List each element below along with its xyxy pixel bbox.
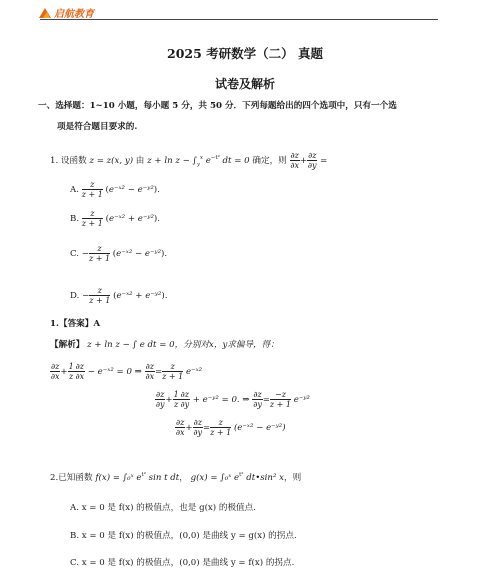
q1-d1-frac-a: $\frac{\partial z}{\partial x}$ [50, 362, 60, 381]
q1-option-d-end: . [164, 291, 168, 301]
q1-d3-frac-a: $\frac{\partial z}{\partial x}$ [175, 418, 185, 437]
q1-derivation-3: $\frac{\partial z}{\partial x}$ + $\frac{\partial z}{\partial y}$ = $\frac{z}{z + 1}$ (e⁻ˣ² − e⁻ʸ²) [175, 418, 286, 437]
q1-stem: 1. 设函数 z = z(x, y) 由 $z + \ln z - \int_y^x$ $e^{-t^2}$ dt = 0 确定，则 $\frac{\partial z}{\partial x}$ + $\frac{\partial z}{\partial y}$ = [50, 151, 328, 170]
paper-title: 2025 考研数学（二） 真题 [167, 46, 323, 61]
q1-option-b-end: . [157, 214, 160, 224]
q1-d2-exp: e⁻ʸ² [293, 395, 310, 405]
q2-stem-sep: ， [179, 472, 188, 483]
q1-d3-frac-b: $\frac{\partial z}{\partial y}$ [193, 418, 203, 437]
q1-d1-frac-d: $\frac{\partial z}{\partial x}$ [145, 362, 155, 381]
q2-option-c-label: C. [70, 558, 80, 568]
paper-subtitle: 试卷及解析 [214, 77, 275, 91]
q2-stem-text: 2.已知函数 [50, 472, 93, 483]
q2-option-a-label: A. [70, 503, 79, 513]
q1-analysis-label: 【解析】 [50, 340, 85, 350]
q1-stem-exp: e [205, 156, 211, 166]
q1-option-c-expr: e⁻ˣ² − e⁻ʸ² [116, 249, 162, 259]
q1-stem-eq: z + ln z − ∫ [147, 156, 198, 166]
q1-analysis-text: z + ln z − ∫ e dt = 0，分别对x，y求偏导，得： [87, 340, 279, 350]
q2-stem: 2.已知函数 f(x) = ∫₀ˣ $e^{t^2}$ sin t dt， g(x) = ∫₀ˣ $e^{t^2}$ dt•sin² x，则 [50, 472, 302, 483]
section-heading-cont: 项是符合题目要求的. [57, 122, 138, 132]
q1-option-d-expr: e⁻ˣ² + e⁻ʸ² [116, 291, 162, 301]
q1-d2-frac-c: $\frac{\partial z}{\partial y}$ [180, 390, 190, 409]
q2-stem-f2: sin t dt [148, 472, 180, 483]
q1-answer: 1.【答案】A [50, 319, 101, 329]
q2-option-b [70, 531, 297, 542]
q2-stem-end: ，则 [284, 472, 302, 483]
q1-analysis [50, 340, 279, 351]
q1-option-b-label: B. [70, 214, 80, 224]
q1-option-c-frac: $\frac{z}{z + 1}$ [88, 244, 111, 263]
q1-d2-frac-b: $\frac{1}{z}$ [173, 390, 179, 409]
q1-stem-func: z = z(x, y) [89, 156, 134, 166]
q2-option-a [70, 503, 256, 514]
q1-d2-frac-d: $\frac{\partial z}{\partial y}$ [253, 390, 262, 409]
q2-option-b-text: x = 0 是 f(x) 的极值点，(0,0) 是曲线 y = g(x) 的拐点. [81, 531, 297, 541]
q1-stem-text: 1. 设函数 [50, 156, 87, 166]
q2-option-c-text: x = 0 是 f(x) 的极值点，(0,0) 是曲线 y = f(x) 的拐点. [81, 558, 295, 568]
header-divider [40, 19, 438, 20]
q1-option-a-expr: e⁻ˣ² − e⁻ʸ² [108, 185, 154, 195]
q1-option-c-label: C. [70, 249, 80, 259]
q1-option-d-label: D. [70, 291, 80, 301]
q1-d1-frac-b: $\frac{1}{z}$ [68, 362, 74, 381]
q1-stem-text3: 确定，则 [252, 156, 287, 166]
q1-option-c-sign: − [81, 249, 89, 259]
q1-d2-frac-e: $\frac{-z}{z + 1}$ [269, 390, 291, 409]
q1-option-d-frac: $\frac{z}{z + 1}$ [89, 286, 111, 305]
q1-d1-text: − e⁻ˣ² = 0 ⇒ [87, 367, 142, 377]
q2-stem-g: g(x) = ∫₀ˣ e [190, 472, 240, 483]
q1-d2-frac-a: $\frac{\partial z}{\partial y}$ [155, 390, 165, 409]
q1-option-a: A. $\frac{z}{z + 1}$ (e⁻ˣ² − e⁻ʸ²). [70, 180, 160, 199]
q1-d1-frac-e: $\frac{z}{z + 1}$ [162, 362, 184, 381]
q1-option-b-frac: $\frac{z}{z + 1}$ [81, 209, 103, 228]
q2-stem-f: f(x) = ∫₀ˣ e [95, 472, 142, 483]
q1-option-c-end: . [164, 249, 168, 259]
q1-option-b-expr: e⁻ˣ² + e⁻ʸ² [108, 214, 154, 224]
q2-option-c [70, 558, 294, 569]
q1-stem-text2: 由 [135, 156, 145, 166]
brand-logo [38, 5, 94, 20]
q1-option-b: B. $\frac{z}{z + 1}$ (e⁻ˣ² + e⁻ʸ²). [70, 209, 160, 228]
q1-stem-eq2: = [320, 156, 328, 166]
q1-option-c: C. − $\frac{z}{z + 1}$ (e⁻ˣ² − e⁻ʸ²). [70, 244, 168, 263]
q2-option-a-text: x = 0 是 f(x) 的极值点，也是 g(x) 的极值点. [81, 503, 256, 513]
q1-option-a-frac: $\frac{z}{z + 1}$ [81, 180, 103, 199]
brand-name: 启航教育 [54, 9, 94, 20]
q1-dz-dx: $\frac{\partial z}{\partial x}$ [290, 151, 299, 170]
q1-d1-frac-c: $\frac{\partial z}{\partial x}$ [75, 362, 85, 381]
q1-d3-text: (e⁻ˣ² − e⁻ʸ²) [233, 423, 286, 433]
q1-derivation-2: $\frac{\partial z}{\partial y}$ + $\frac{1}{z}$ $\frac{\partial z}{\partial y}$ + e⁻ʸ² = 0. ⇒ $\frac{\partial z}{\partial y}$ = $\frac{-z}{z + 1}$ e⁻ʸ² [155, 390, 310, 409]
q1-d2-text: + e⁻ʸ² = 0. ⇒ [192, 395, 250, 405]
q1-option-a-label: A. [70, 185, 79, 195]
q1-option-d: D. − $\frac{z}{z + 1}$ (e⁻ˣ² + e⁻ʸ²). [70, 286, 168, 305]
brand-logo-icon [38, 7, 52, 19]
q1-dz-dy: $\frac{\partial z}{\partial y}$ [307, 151, 317, 170]
q2-stem-g2: dt•sin² x [246, 472, 284, 483]
q2-option-b-label: B. [70, 531, 80, 541]
q1-d1-exp: e⁻ˣ² [186, 367, 203, 377]
q1-option-d-sign: − [82, 291, 90, 301]
section-heading: 一、选择题：1~10 小题，每小题 5 分，共 50 分．下列每题给出的四个选项中，只有一个选 [38, 101, 397, 111]
q1-stem-dt: dt = 0 [222, 156, 250, 166]
q1-option-a-end: . [157, 185, 160, 195]
q1-derivation-1: $\frac{\partial z}{\partial x}$ + $\frac{1}{z}$ $\frac{\partial z}{\partial x}$ − e⁻ˣ² = 0 ⇒ $\frac{\partial z}{\partial x}$ = $\frac{z}{z + 1}$ e⁻ˣ² [50, 362, 203, 381]
q1-d3-frac-c: $\frac{z}{z + 1}$ [210, 418, 232, 437]
